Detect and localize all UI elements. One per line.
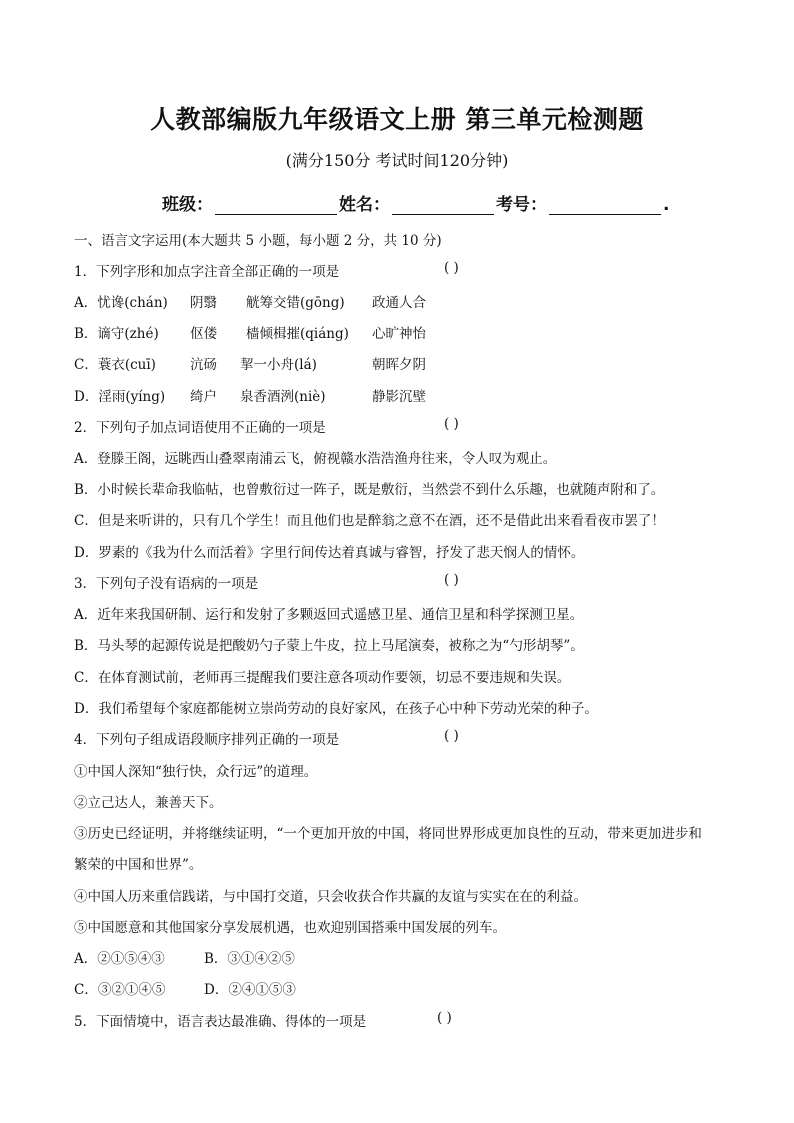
q1-option-c-1: C．蓑衣(cuī)	[74, 357, 156, 373]
q2-stem: 2．下列句子加点词语使用不正确的一项是	[74, 420, 326, 436]
q4-option-d: D．②④①⑤③	[204, 982, 296, 998]
q4-option-c: C．③②①④⑤	[74, 982, 166, 998]
q3-stem: 3．下列句子没有语病的一项是	[74, 576, 259, 592]
class-label: 班级：	[162, 195, 213, 215]
name-label: 姓名：	[339, 195, 390, 215]
exam-title: 人教部编版九年级语文上册 第三单元检测题	[150, 105, 644, 134]
student-info-line	[162, 190, 669, 215]
q3-answer-paren: ( )	[444, 572, 459, 588]
id-blank[interactable]	[549, 196, 661, 215]
q5-answer-paren: ( )	[437, 1010, 452, 1026]
end-mark: .	[663, 195, 670, 215]
q4-option-b: B．③①④②⑤	[204, 951, 295, 967]
q5-stem: 5．下面情境中，语言表达最准确、得体的一项是	[74, 1014, 367, 1030]
section-heading: 一、语言文字运用(本大题共 5 小题，每小题 2 分，共 10 分)	[74, 233, 442, 249]
q3-option-a: A．近年来我国研制、运行和发射了多颗返回式遥感卫星、通信卫星和科学探测卫星。	[74, 607, 584, 623]
q1-option-d-2: 绮户	[190, 389, 217, 405]
exam-subtitle: (满分150分 考试时间120分钟)	[285, 151, 509, 170]
q2-option-a: A．登滕王阁，远眺西山叠翠南浦云飞，俯视赣水浩浩渔舟往来，令人叹为观止。	[74, 451, 557, 467]
q1-option-d-3: 泉香酒洌(niè)	[240, 389, 326, 405]
q4-answer-paren: ( )	[444, 728, 459, 744]
q1-option-b-3: 樯倾楫摧(qiáng)	[246, 326, 349, 342]
name-blank[interactable]	[392, 196, 494, 215]
q3-option-d: D．我们希望每个家庭都能树立崇尚劳动的良好家风，在孩子心中种下劳动光荣的种子。	[74, 701, 598, 717]
q2-option-d: D．罗素的《我为什么而活着》字里行间传达着真诚与睿智，抒发了悲天悯人的情怀。	[74, 545, 585, 561]
q1-option-b-2: 伛偻	[190, 326, 217, 342]
q2-answer-paren: ( )	[444, 416, 459, 432]
q3-option-b: B．马头琴的起源传说是把酸奶勺子蒙上牛皮，拉上马尾演奏，被称之为“勺形胡琴”。	[74, 638, 584, 654]
q1-option-d-1: D．淫雨(yíng)	[74, 389, 166, 405]
q3-option-c: C．在体育测试前，老师再三提醒我们要注意各项动作要领，切忌不要违规和失误。	[74, 670, 571, 686]
q1-option-c-2: 沆砀	[190, 357, 217, 373]
q1-option-a-1: A．忧谗(chán)	[74, 295, 168, 311]
q2-option-c: C．但是来听讲的，只有几个学生！而且他们也是醉翁之意不在酒，还不是借此出来看看夜市罢了！	[74, 513, 665, 529]
q4-sentence-3-cont: 繁荣的中国和世界”。	[74, 857, 203, 873]
q1-option-c-3: 挈一小舟(lá)	[240, 357, 317, 373]
q1-option-a-4: 政通人合	[372, 295, 426, 311]
q1-stem: 1．下列字形和加点字注音全部正确的一项是	[74, 264, 340, 280]
q4-sentence-2: ②立己达人，兼善天下。	[74, 795, 223, 811]
q1-option-b-4: 心旷神怡	[372, 326, 426, 342]
q4-sentence-5: ⑤中国愿意和其他国家分享发展机遇，也欢迎别国搭乘中国发展的列车。	[74, 920, 506, 936]
id-label: 考号：	[496, 195, 547, 215]
class-blank[interactable]	[215, 196, 337, 215]
q4-sentence-4: ④中国人历来重信践诺，与中国打交道，只会收获合作共赢的友谊与实实在在的利益。	[74, 889, 587, 905]
q4-sentence-3: ③历史已经证明，并将继续证明，“一个更加开放的中国，将同世界形成更加良性的互动，带来更加进步和	[74, 826, 702, 842]
q4-stem: 4．下列句子组成语段顺序排列正确的一项是	[74, 732, 340, 748]
q1-option-c-4: 朝晖夕阴	[372, 357, 426, 373]
q1-option-a-2: 阴翳	[190, 295, 217, 311]
q1-answer-paren: ( )	[444, 260, 459, 276]
q4-option-a: A．②①⑤④③	[74, 951, 165, 967]
q2-option-b: B．小时候长辈命我临帖，也曾敷衍过一阵子，既是敷衍，当然尝不到什么乐趣，也就随声附和了。	[74, 482, 665, 498]
q4-sentence-1: ①中国人深知“独行快，众行远”的道理。	[74, 764, 318, 780]
q1-option-b-1: B．谪守(zhé)	[74, 326, 159, 342]
q1-option-a-3: 觥筹交错(gōng)	[246, 295, 345, 311]
q1-option-d-4: 静影沉壁	[372, 389, 426, 405]
